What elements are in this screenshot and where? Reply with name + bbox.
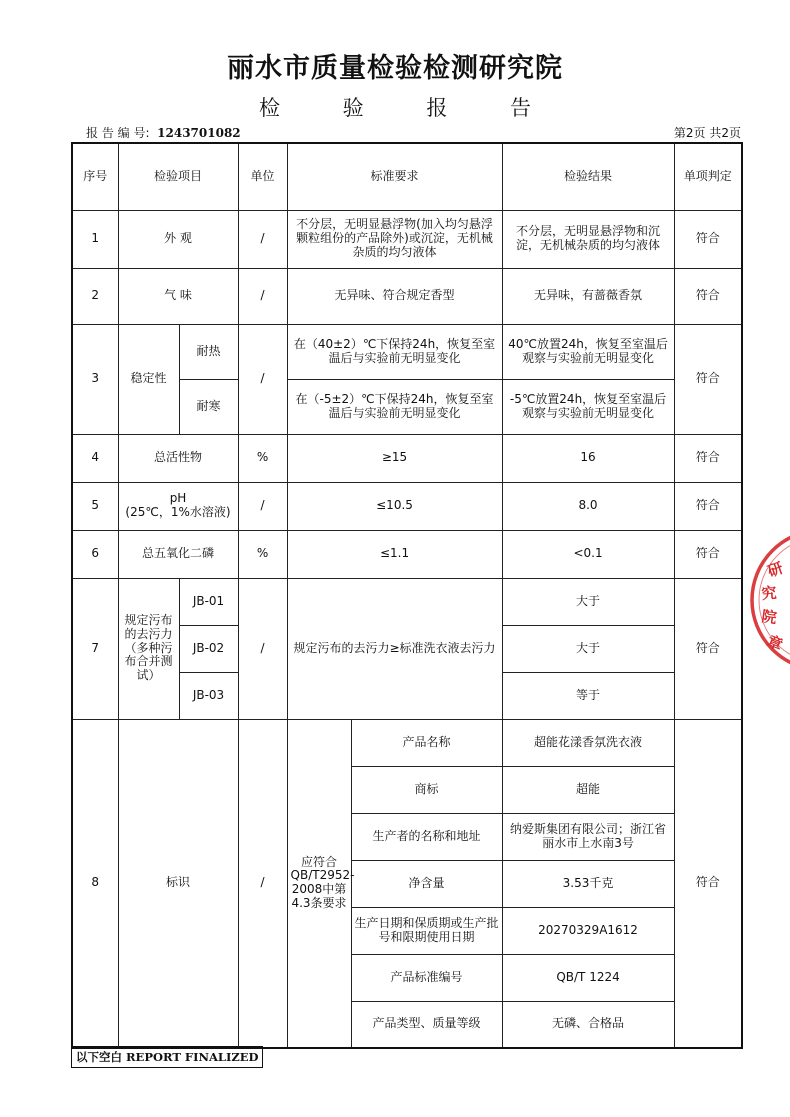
row-result: -5℃放置24h，恢复至室温后观察与实验前无明显变化 bbox=[502, 379, 674, 434]
row-standard: 规定污布的去污力≥标准洗衣液去污力 bbox=[287, 578, 502, 719]
table-row bbox=[72, 578, 742, 625]
row-unit: / bbox=[238, 482, 287, 530]
sub-item-heat: 耐热 bbox=[179, 324, 238, 379]
row-unit: / bbox=[238, 268, 287, 324]
label-value: QB/T 1224 bbox=[502, 954, 674, 1001]
row-judgment: 符合 bbox=[674, 719, 742, 1048]
row-standard: 在（40±2）℃下保持24h，恢复至室温后与实验前无明显变化 bbox=[287, 324, 502, 379]
report-number-value: 1243701082 bbox=[157, 126, 241, 140]
row-standard: 应符合QB/T2952-2008中第4.3条要求 bbox=[287, 719, 351, 1048]
svg-text:究: 究 bbox=[760, 583, 778, 603]
header-result: 检验结果 bbox=[502, 143, 674, 210]
row-item bbox=[118, 482, 238, 530]
row-judgment: 符合 bbox=[674, 268, 742, 324]
row-result: 40℃放置24h，恢复至室温后观察与实验前无明显变化 bbox=[502, 324, 674, 379]
row-result: 大于 bbox=[502, 578, 674, 625]
row-standard: 无异味、符合规定香型 bbox=[287, 268, 502, 324]
row-item: 总活性物 bbox=[118, 434, 238, 482]
header-row bbox=[72, 143, 742, 210]
row-result: 无异味，有蔷薇香氛 bbox=[502, 268, 674, 324]
row-item: 规定污布的去污力（多种污布合并测试） bbox=[118, 578, 179, 719]
report-title: 检 验 报 告 bbox=[258, 96, 560, 120]
row-no: 6 bbox=[72, 530, 118, 578]
label-field: 生产者的名称和地址 bbox=[351, 813, 502, 860]
row-standard: ≤1.1 bbox=[287, 530, 502, 578]
row-result: <0.1 bbox=[502, 530, 674, 578]
row-result: 等于 bbox=[502, 672, 674, 719]
sub-item-jb03: JB-03 bbox=[179, 672, 238, 719]
row-item: 稳定性 bbox=[118, 324, 179, 434]
row-judgment: 符合 bbox=[674, 434, 742, 482]
svg-text:章: 章 bbox=[764, 632, 786, 655]
row-result: 大于 bbox=[502, 625, 674, 672]
header-unit: 单位 bbox=[238, 143, 287, 210]
report-end-note: 以下空白 REPORT FINALIZED bbox=[71, 1046, 263, 1068]
header-standard: 标准要求 bbox=[287, 143, 502, 210]
row-no: 7 bbox=[72, 578, 118, 719]
institute-title: 丽水市质量检验检测研究院 bbox=[227, 53, 563, 84]
label-value: 无磷、合格品 bbox=[502, 1001, 674, 1048]
row-unit: / bbox=[238, 210, 287, 268]
row-unit: / bbox=[238, 324, 287, 434]
label-value: 20270329A1612 bbox=[502, 907, 674, 954]
row-unit: / bbox=[238, 719, 287, 1048]
row-standard: 不分层，无明显悬浮物(加入均匀悬浮颗粒组份的产品除外)或沉淀，无机械杂质的均匀液体 bbox=[287, 210, 502, 268]
row-judgment: 符合 bbox=[674, 530, 742, 578]
inspection-table bbox=[71, 142, 743, 1049]
row-no: 8 bbox=[72, 719, 118, 1048]
table-row bbox=[72, 482, 742, 530]
sub-item-jb01: JB-01 bbox=[179, 578, 238, 625]
row-unit: / bbox=[238, 578, 287, 719]
report-number bbox=[86, 124, 241, 141]
report-number-label: 报 告 编 号: bbox=[86, 126, 150, 140]
label-field: 产品标准编号 bbox=[351, 954, 502, 1001]
table-row bbox=[72, 530, 742, 578]
label-value: 超能 bbox=[502, 766, 674, 813]
row-result: 8.0 bbox=[502, 482, 674, 530]
sub-item-cold: 耐寒 bbox=[179, 379, 238, 434]
label-value: 3.53千克 bbox=[502, 860, 674, 907]
row-standard: ≥15 bbox=[287, 434, 502, 482]
label-value: 超能花漾香氛洗衣液 bbox=[502, 719, 674, 766]
header-no: 序号 bbox=[72, 143, 118, 210]
row-item: 标识 bbox=[118, 719, 238, 1048]
label-field: 产品名称 bbox=[351, 719, 502, 766]
row-standard: ≤10.5 bbox=[287, 482, 502, 530]
row-judgment: 符合 bbox=[674, 482, 742, 530]
ph-label: pH bbox=[169, 491, 187, 506]
label-field: 净含量 bbox=[351, 860, 502, 907]
header-item: 检验项目 bbox=[118, 143, 238, 210]
row-item: 气 味 bbox=[118, 268, 238, 324]
row-no: 3 bbox=[72, 324, 118, 434]
row-no: 4 bbox=[72, 434, 118, 482]
official-seal bbox=[746, 535, 790, 665]
sub-item-jb02: JB-02 bbox=[179, 625, 238, 672]
table-row bbox=[72, 268, 742, 324]
header-judgment: 单项判定 bbox=[674, 143, 742, 210]
label-field: 生产日期和保质期或生产批号和限期使用日期 bbox=[351, 907, 502, 954]
table-row bbox=[72, 324, 742, 379]
svg-text:研: 研 bbox=[765, 558, 786, 581]
table-row bbox=[72, 434, 742, 482]
page-info: 第2页 共2页 bbox=[673, 126, 741, 140]
row-result: 不分层，无明显悬浮物和沉淀，无机械杂质的均匀液体 bbox=[502, 210, 674, 268]
seal-graphic bbox=[746, 535, 790, 665]
row-no: 5 bbox=[72, 482, 118, 530]
row-standard: 在（-5±2）℃下保持24h，恢复至室温后与实验前无明显变化 bbox=[287, 379, 502, 434]
row-unit: % bbox=[238, 434, 287, 482]
label-field: 商标 bbox=[351, 766, 502, 813]
row-item: 外 观 bbox=[118, 210, 238, 268]
row-no: 1 bbox=[72, 210, 118, 268]
row-no: 2 bbox=[72, 268, 118, 324]
label-value: 纳爱斯集团有限公司；浙江省丽水市上水南3号 bbox=[502, 813, 674, 860]
row-result: 16 bbox=[502, 434, 674, 482]
table-row bbox=[72, 719, 742, 766]
row-unit: % bbox=[238, 530, 287, 578]
row-judgment: 符合 bbox=[674, 210, 742, 268]
row-item: 总五氧化二磷 bbox=[118, 530, 238, 578]
svg-text:院: 院 bbox=[760, 607, 778, 628]
table-row bbox=[72, 210, 742, 268]
label-field: 产品类型、质量等级 bbox=[351, 1001, 502, 1048]
row-judgment: 符合 bbox=[674, 324, 742, 434]
ph-condition: (25℃，1%水溶液) bbox=[125, 505, 231, 519]
row-judgment: 符合 bbox=[674, 578, 742, 719]
